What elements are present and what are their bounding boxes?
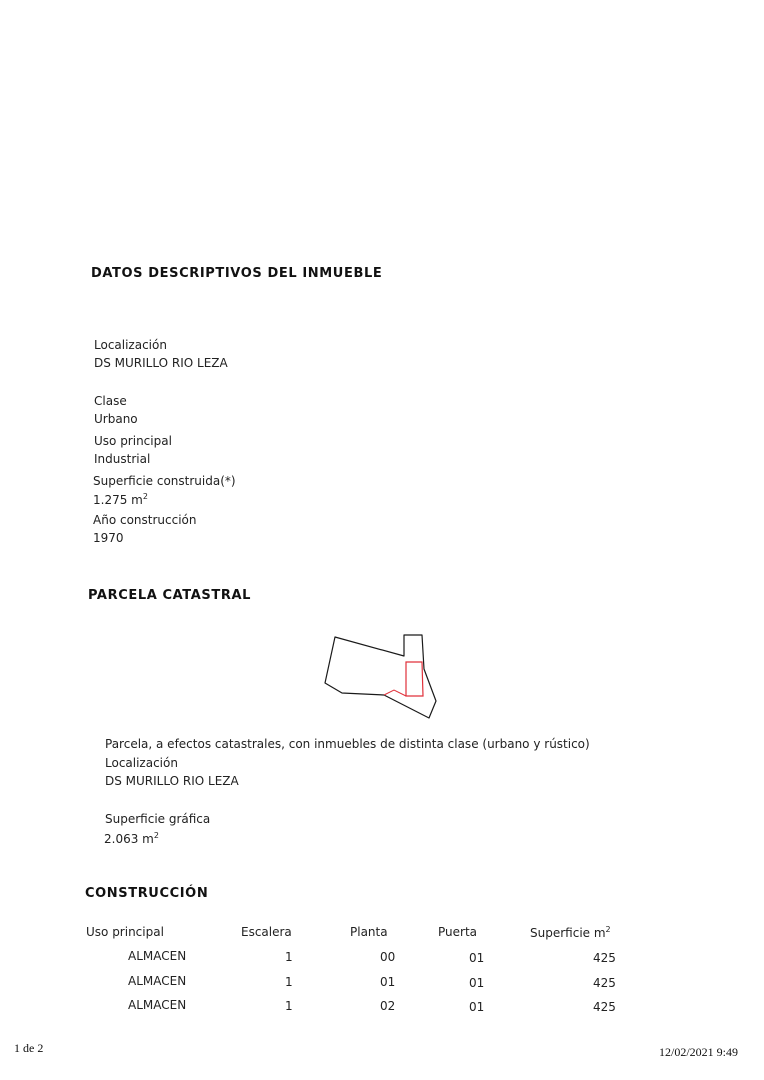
parcela-heading: PARCELA CATASTRAL — [88, 588, 251, 603]
clase-value: Urbano — [94, 412, 138, 426]
uso-principal-label: Uso principal — [94, 434, 172, 448]
construccion-heading: CONSTRUCCIÓN — [85, 886, 209, 901]
anio-construccion-value: 1970 — [93, 531, 124, 545]
clase-label: Clase — [94, 394, 127, 408]
cell-puerta: 01 — [469, 951, 485, 965]
page-number: 1 de 2 — [14, 1041, 44, 1055]
unit-exponent: 2 — [142, 492, 148, 501]
unit-exponent: 2 — [153, 831, 159, 840]
cell-uso: ALMACEN — [128, 998, 187, 1012]
cell-escalera: 1 — [285, 975, 293, 989]
cell-puerta: 01 — [469, 976, 485, 990]
parcela-localizacion-value: DS MURILLO RIO LEZA — [105, 774, 239, 788]
cell-uso: ALMACEN — [128, 974, 187, 988]
superficie-construida-label: Superficie construida(*) — [93, 474, 236, 488]
parcel-highlight — [406, 662, 423, 696]
superficie-grafica-label: Superficie gráfica — [105, 812, 211, 826]
cell-puerta: 01 — [469, 1000, 485, 1014]
anio-construccion-label: Año construcción — [93, 513, 197, 527]
cell-planta: 01 — [380, 975, 396, 989]
cell-planta: 00 — [380, 950, 396, 964]
cell-superficie: 425 — [593, 1000, 616, 1014]
cell-escalera: 1 — [285, 950, 293, 964]
col-header-puerta: Puerta — [438, 925, 478, 939]
unit-exponent: 2 — [605, 925, 611, 934]
cell-superficie: 425 — [593, 976, 616, 990]
parcela-note: Parcela, a efectos catastrales, con inmuebles de distinta clase (urbano y rústico) — [105, 737, 590, 751]
col-header-uso: Uso principal — [86, 925, 164, 939]
cell-planta: 02 — [380, 999, 396, 1013]
localizacion-value: DS MURILLO RIO LEZA — [94, 356, 228, 370]
print-datetime: 12/02/2021 9:49 — [659, 1045, 739, 1059]
parcel-highlight-edge — [384, 690, 406, 696]
cell-escalera: 1 — [285, 999, 293, 1013]
datos-heading: DATOS DESCRIPTIVOS DEL INMUEBLE — [91, 266, 383, 281]
cell-uso: ALMACEN — [128, 949, 187, 963]
parcel-outline — [325, 635, 436, 718]
col-header-planta: Planta — [350, 925, 388, 939]
col-header-escalera: Escalera — [241, 925, 292, 939]
parcela-localizacion-label: Localización — [105, 756, 178, 770]
superficie-grafica-value: 2.063 $m^2$ — [104, 831, 159, 846]
localizacion-label: Localización — [94, 338, 167, 352]
col-header-superficie: Superficie $m^2$ — [530, 925, 611, 940]
cell-superficie: 425 — [593, 951, 616, 965]
uso-principal-value: Industrial — [94, 452, 151, 466]
parcel-map — [318, 628, 442, 724]
superficie-construida-value: 1.275 $m^2$ — [93, 492, 148, 507]
